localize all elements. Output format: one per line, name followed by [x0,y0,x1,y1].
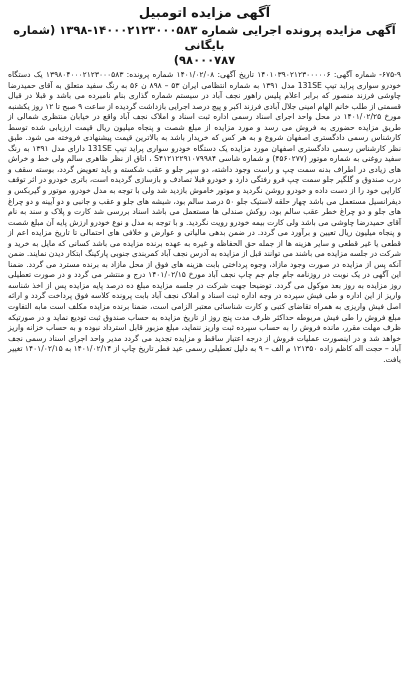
notice-subtitle: آگهی مزایده پرونده اجرایی شماره ۱۴۰۰۰۲۱۲۳۰۰۰۵۸۳-۱۳۹۸ (شماره بایگانی [13,23,396,52]
archive-number: (۹۸۰۰۰۷۸۷ [173,53,236,67]
notice-body-paragraph: ۶۷۵-۹- شماره آگهی: ۱۴۰۱۰۳۹۰۲۱۲۳۰۰۰۰۰۶ تاریخ آگهی: ۱۴۰۱/۰۲/۰۸ شماره پرونده: ۱۳۹۸۰۴۰۰۰۲۱۲۳۰۰۰۵۸۳ یک دستگاه خودرو سواری پراید تیپ 131SE مدل ۱۳۹۱ به شماره انتظامی ایران ۵۳ – ۸۹۸ ن ۵۶ به رنگ سفید متعلق به آقای حمیدرضا چاوشی فرزند منصور که برابر اعلام پلیس راهور نجف آباد در سیستم شماره گذاری بنام نامبرده می باشد و قبلا در قبال قسمتی از طلب خانم الهام امینی جلال آبادی فرزند اکبر و پیج درصد اجرایی بازداشت گردیده از ساعت ۹ صبح تا ۱۲ روز یکشنبه مورخ ۱۴۰۱/۰۲/۲۵ در محل واحد اجرای اسناد رسمی اداره ثبت اسناد و املاک نجف آباد واقع در خیابان منتظری شمالی از طریق مزایده حضوری به فروش می رسد و مورد مزایده از مبلغ شصت و پنجاه میلیون ریال قیمت ارزیابی شده توسط کارشناس رسمی دادگستری اصفهان شروع و به هر کس که خریدار باشد به بالاترین قیمت پیشنهادی فروخته می شود. طبق نظر کارشناس رسمی دادگستری اصفهان مورد مزایده یک دستگاه خودرو سواری پراید تیپ 131SE دارای مدل ۱۳۹۱ به رنگ سفید روغنی به شماره موتور (۴۵۶۰۲۷۷) و شماره شاسی S۴۱۲۱۲۲۹۱۰۷۹۹۸۴ ، اتاق از نظر ظاهری سالم ولی خط و خراش های زیادی در اطراف بدنه سمت چپ و راست وجود داشته، دو سپر جلو و عقب شکسته و باید تعویض گردد، بوسته سقف و درب صندوق و گلگیر جلو سمت چپ فرو رفتگی دارد و خودرو قبلا تصادف و بازسازی گردیده است، باتری خودرو در اثر توقف کارایی خود را از دست داده و خودرو روشن نگردید و موتور خاموش بازدید شد ولی با توجه به مدل خودرو، موتور و گیربکس و دیفرانسیل مستعمل می باشد چهار حلقه لاستیک جلو ۵۰ درصد سالم بود، شیشه های جلو و عقب و جانبی و دو آیینه و دو چراغ های جلو و دو چراغ خطر عقب سالم بود، روکش صندلی ها مستعمل می باشد اسناد بررسی شد کارت و پلاک و سند به نام آقای حمیدرضا چاوشی می باشد ولی کارت بیمه خودرو رویت نگردید. و با توجه به مدل و نوع خودرو ارزش پایه آن مبلغ شصت و پنجاه میلیون ریال تعیین و برآورد می گردد. در ضمن بدهی مالیاتی و عوارض و خلافی های احتمالی تا تاریخ مزایده اعم از قطعی یا غیر قطعی و سایر هزینه ها از جمله حق الحفاظه و غیره به عهده برنده مزایده می باشد کسانی که مایل به خرید و شرکت در جلسه مزایده می باشند می توانند قبل از مزایده به آدرس نجف آباد کمربندی جنوبی پارکینگ ابتکار دیدن نمایند. ضمن آنکه پس از مزایده در صورت وجود مازاد، وجوه پرداختی بابت هزینه های فوق از محل مازاد به برنده مسترد می گردد. ضمنا این آگهی در یک نوبت در روزنامه جام جام جم چاپ نجف آباد مورخ ۱۴۰۱/۰۲/۱۵ درج و منتشر می گردد و در صورت تعطیلی روز مزایده به روز بعد موکول می گردد. توضیحا جهت شرکت در جلسه مزایده مبلغ ده درصد پایه مزایده پس از اخذ شناسه واریز از این اداره و طی فیش سپرده در وجه اداره ثبت اسناد و املاک نجف آباد بابت پرونده کلاسه فوق پرداخت گردد و ارائه اصل فیش واریزی به همراه تقاضای کتبی و کارت شناسائی معتبر الزامی است، ضمنا برنده مزایده مکلف است مابه التفاوت مبلغ فروش را طی فیش مربوطه حداکثر ظرف مدت پنج روز از تاریخ مزایده به حساب صندوق ثبت تودیع نماید و در صورتیکه ظرف مهلت مقرر، مانده فروش را به حساب سپرده ثبت واریز ننماید، مبلغ مزبور قابل استرداد نبوده و به حساب خزانه واریز خواهد شد و در اینصورت عملیات فروش از درجه اعتبار ساقط و مزایده تجدید می گردد مدیر واحد اجرای اسناد رسمی نجف آباد – حجت اله کاظم زاده ۱۲۱۳۵۰ م الف – ۹ به دلیل تعطیلی رسمی عید فطر تاریخ چاپ از ۱۴۰۱/۰۲/۱۴ به ۱۴۰۱/۰۲/۱۵ تغییر یافت. [8,70,401,364]
notice-title: آگهی مزایده اتومبیل [138,6,271,21]
